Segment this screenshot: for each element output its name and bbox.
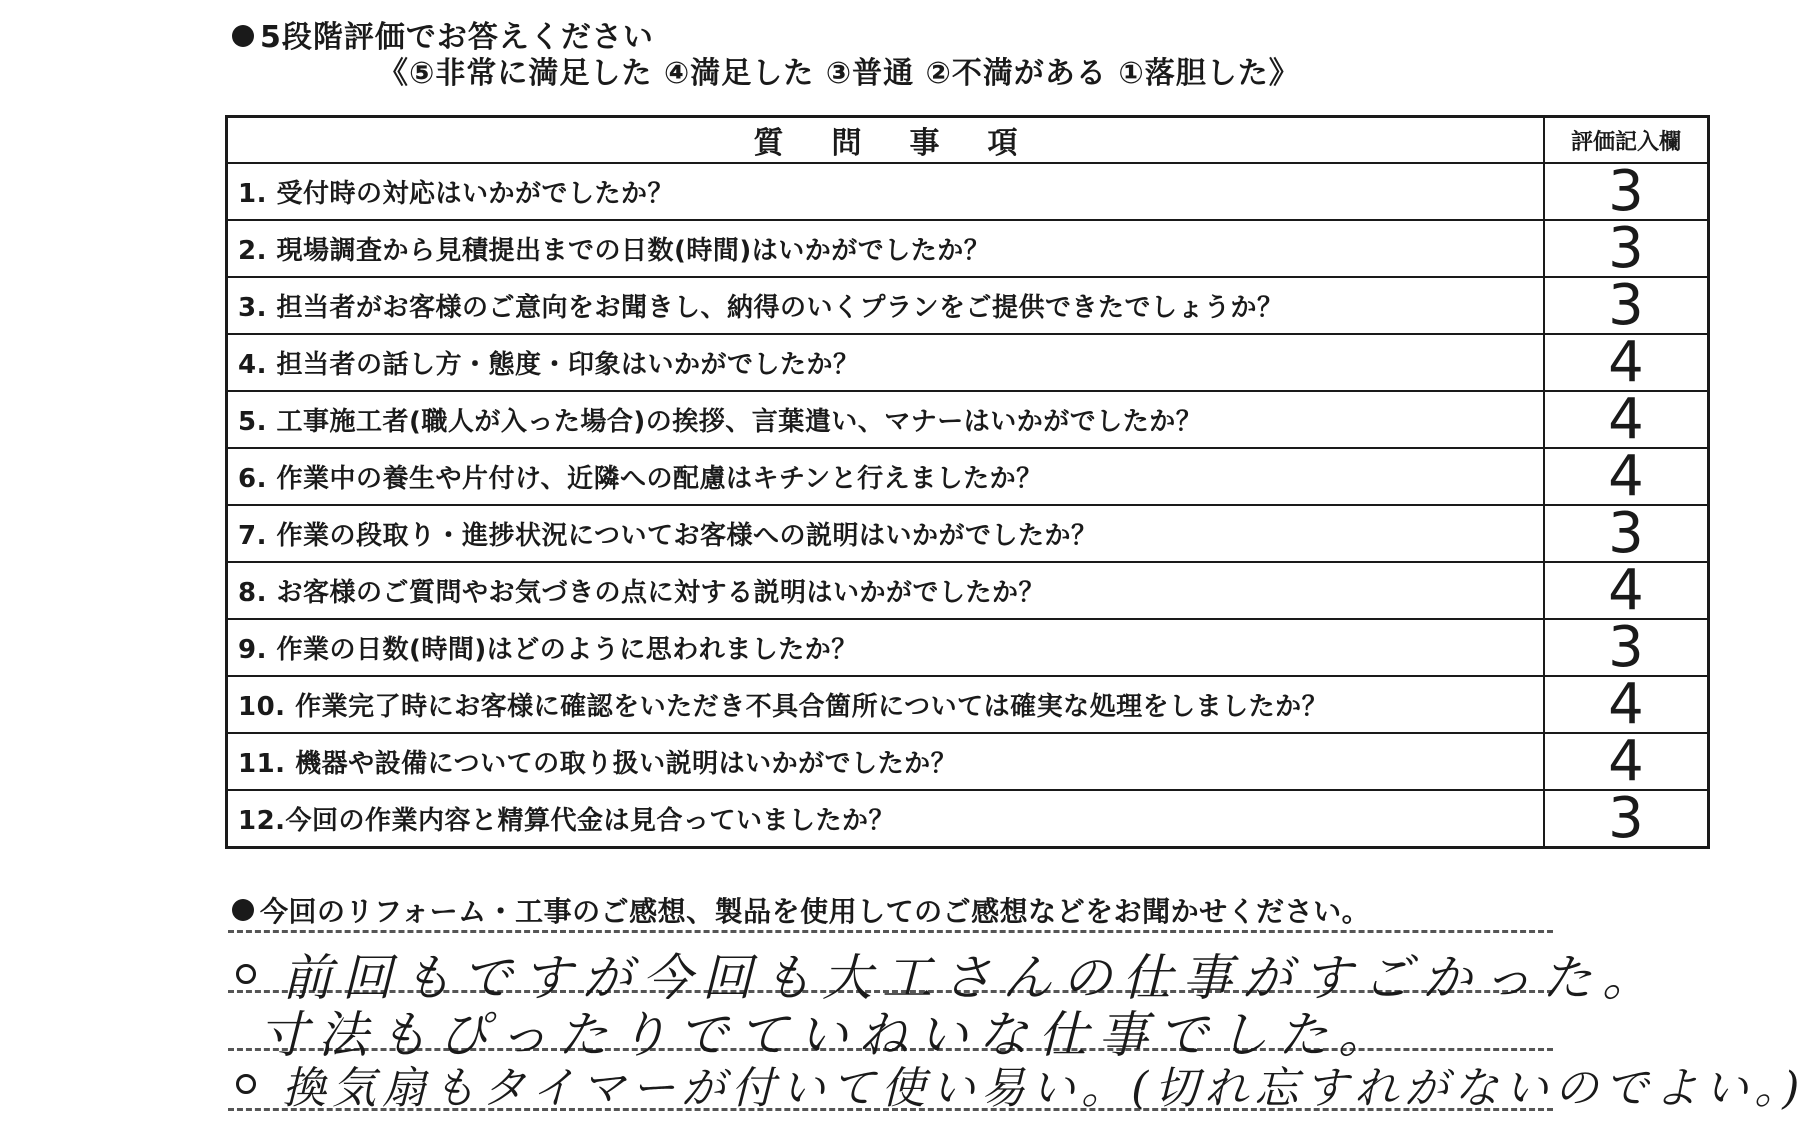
question-text: 7. 作業の段取り・進捗状況についてお客様への説明はいかがでしたか？ [227, 505, 1545, 562]
table-row [227, 790, 1709, 848]
comment-text: 寸法もぴったりでていねいな仕事でした。 [258, 1006, 1398, 1064]
question-text: 8. お客様のご質問やお気づきの点に対する説明はいかがでしたか？ [227, 562, 1545, 619]
rating-value: 4 [1544, 391, 1709, 448]
table-header-row [227, 117, 1709, 164]
rating-value: 3 [1544, 163, 1709, 220]
bullet-dot-icon [232, 25, 254, 47]
question-text: 9. 作業の日数(時間)はどのように思われましたか？ [227, 619, 1545, 676]
table-row [227, 562, 1709, 619]
handwritten-bullet-icon [236, 1074, 256, 1094]
table-row [227, 334, 1709, 391]
rating-value: 4 [1544, 448, 1709, 505]
rating-value: 4 [1544, 562, 1709, 619]
table-row [227, 676, 1709, 733]
writing-guide-line [228, 930, 1553, 933]
question-text: 5. 工事施工者(職人が入った場合)の挨拶、言葉遣い、マナーはいかがでしたか？ [227, 391, 1545, 448]
question-text: 6. 作業中の養生や片付け、近隣への配慮はキチンと行えましたか？ [227, 448, 1545, 505]
rating-value: 4 [1544, 733, 1709, 790]
question-text: 10. 作業完了時にお客様に確認をいただき不具合箇所については確実な処理をしましたか？ [227, 676, 1545, 733]
table-row [227, 619, 1709, 676]
comments-title-text: 今回のリフォーム・工事のご感想、製品を使用してのご感想などをお聞かせください。 [260, 895, 1371, 928]
comment-text: 前回もですが今回も大工さんの仕事がすごかった。 [282, 949, 1662, 1007]
table-row [227, 277, 1709, 334]
rating-value: 3 [1544, 619, 1709, 676]
rating-column-header: 評価記入欄 [1544, 117, 1709, 164]
question-text: 4. 担当者の話し方・態度・印象はいかがでしたか？ [227, 334, 1545, 391]
question-text: 1. 受付時の対応はいかがでしたか？ [227, 163, 1545, 220]
comment-line [236, 1052, 1805, 1116]
question-text: 2. 現場調査から見積提出までの日数(時間)はいかがでしたか？ [227, 220, 1545, 277]
rating-value: 3 [1544, 790, 1709, 848]
rating-instruction-text: 5段階評価でお答えください [260, 20, 654, 55]
survey-table [225, 115, 1710, 849]
question-column-header: 質問事項 [227, 117, 1545, 164]
table-row [227, 505, 1709, 562]
rating-value: 3 [1544, 277, 1709, 334]
question-text: 12.今回の作業内容と精算代金は見合っていましたか？ [227, 790, 1545, 848]
comment-text: 換気扇もタイマーが付いて使い易い。(切れ忘すれがないのでよい。) [282, 1063, 1806, 1114]
table-row [227, 163, 1709, 220]
table-row [227, 391, 1709, 448]
rating-value: 3 [1544, 505, 1709, 562]
rating-value: 4 [1544, 334, 1709, 391]
bullet-dot-icon [232, 899, 254, 921]
handwritten-bullet-icon [236, 964, 256, 984]
table-row [227, 733, 1709, 790]
rating-scale-legend: 《⑤非常に満足した ④満足した ③普通 ②不満がある ①落胆した》 [378, 56, 1300, 91]
table-row [227, 448, 1709, 505]
question-text: 11. 機器や設備についての取り扱い説明はいかがでしたか？ [227, 733, 1545, 790]
table-row [227, 220, 1709, 277]
question-text: 3. 担当者がお客様のご意向をお聞きし、納得のいくプランをご提供できたでしょうか？ [227, 277, 1545, 334]
rating-value: 3 [1544, 220, 1709, 277]
rating-value: 4 [1544, 676, 1709, 733]
comments-section-title [232, 890, 1370, 930]
